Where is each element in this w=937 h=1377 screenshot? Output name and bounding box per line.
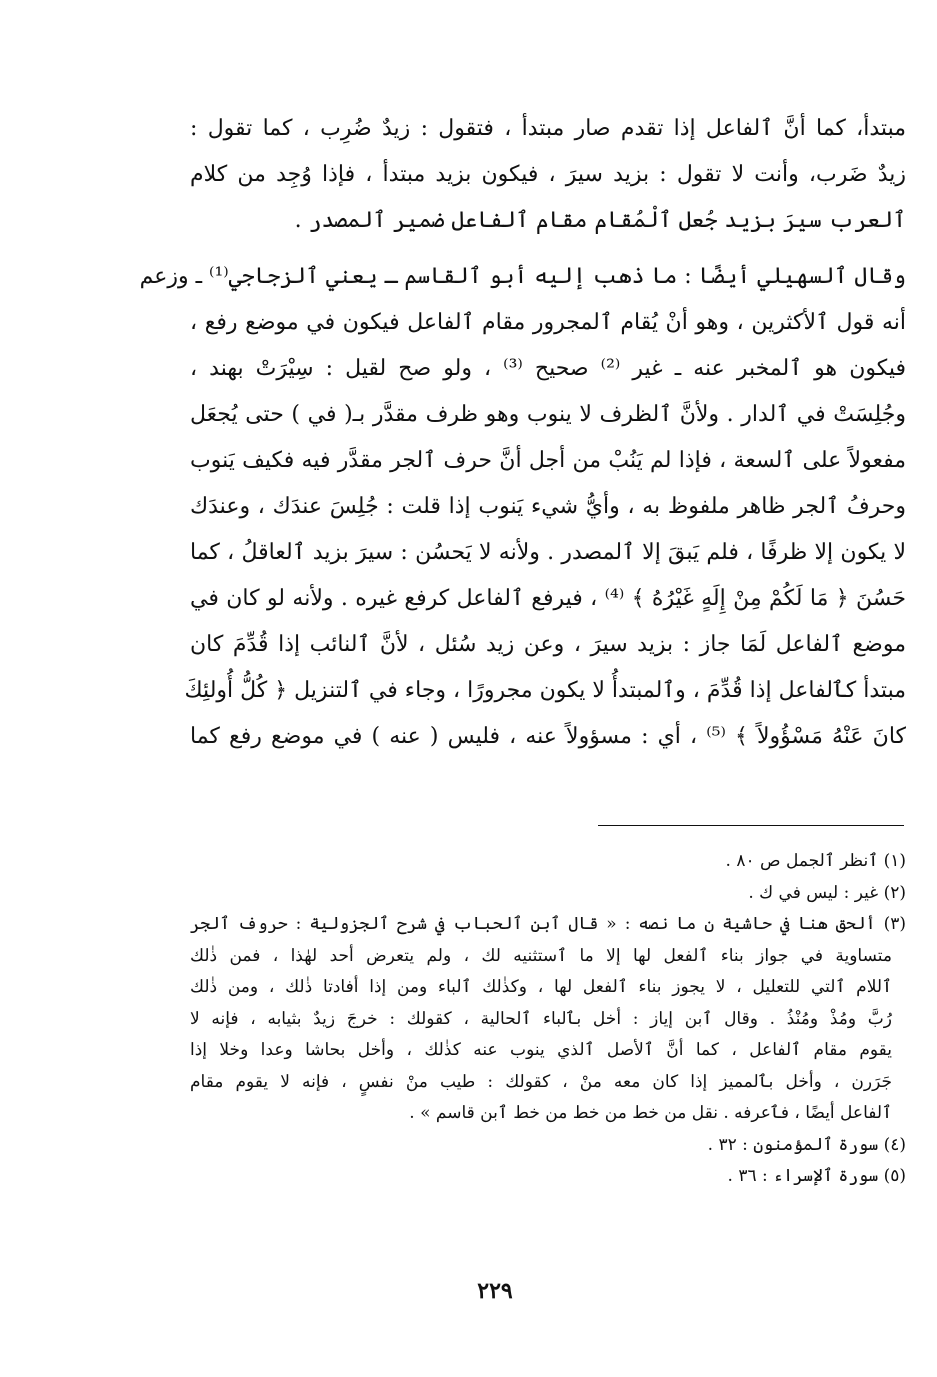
- page-number: ٢٢٩: [477, 1278, 513, 1304]
- footnote-line: (٢) غير : ليس في ك .: [748, 882, 906, 903]
- footnote-line: (١) ٱنظر ٱلجمل ص ٨٠ .: [725, 851, 906, 871]
- text-line: فيكون هو ٱلمخبر عنه ـ غير ⁽²⁾ صحيح ⁽³⁾ ، ولو صح لقيل : سِيْرَتْ بهند ،: [190, 356, 907, 381]
- text-line: لا يكون إلا ظرفًا ، فلم يَبقَ إلا ٱلمصدر . ولأنه لا يَحسُن : سيرَ بزيد ٱلعاقلُ ، كما: [190, 540, 906, 565]
- footnote-line: (٤) سورة ٱلمؤمنون : ٣٢ .: [707, 1134, 906, 1155]
- text-line: موضع ٱلفاعل لَمَا جاز : بزيد سيرَ ، وعن زيد سُئل ، لأنَّ ٱلنائب إذا قُدِّمَ كان: [190, 632, 906, 657]
- footnote-line: رُبَّ ومُذْ ومُنْذُ . وقال ٱبن إياز : أخل بٱلباء ٱلحالية ، كقولك : خرجَ زيدٌ بثيابه ، فإنه لا: [190, 1008, 892, 1029]
- footnote-line: متساوية في جواز بناء ٱلفعل لها إلا ما ٱستثنيه لك ، ولم يتعرض أحد لهٰذا ، فمن ذٰلك: [190, 945, 893, 966]
- text-line: مبتدأ، كما أنَّ ٱلفاعل إذا تقدم صار مبتدأ ، فتقول : زيدٌ ضُرِب ، كما تقول :: [190, 116, 906, 141]
- text-line: حَسُنَ ﴿ مَا لَكُمْ مِنْ إِلَهٍ غَيْرُهُ ﴾ ⁽⁴⁾ ، فيرفع ٱلفاعل كرفع غيره . ولأنه لو كان في: [190, 586, 906, 611]
- main-text: [139, 106, 907, 760]
- text-line: أنه قول ٱلأكثرين ، وهو أنْ يُقام ٱلمجرور مقام ٱلفاعل فيكون في موضع رفع ،: [190, 310, 906, 335]
- footnote-line: (٣) ألحق هنا في حاشية ن ما نصه : « قال ٱبن ٱلحباب في شرح ٱلجزولية : حروف ٱلجر: [190, 914, 906, 934]
- text-line: مبتدأ كٱلفاعل إذا قُدِّمَ ، وٱلمبتدأُ لا يكون مجرورًا ، وجاء في ٱلتنزيل ﴿ كُلُّ أُولئِكَ: [184, 678, 906, 703]
- text-line: وقال ٱلسهيلي أيضًا : ما ذهب إليه أبو ٱلقاسم ـ يعني ٱلزجاجي⁽¹⁾ ـ وزعم: [139, 264, 906, 289]
- footnote-separator: [598, 825, 904, 826]
- footnote-line: يقوم مقام ٱلفاعل ، كما أنَّ ٱلأصل ٱلذي ينوب عنه كذٰلك ، وأخل بحاشا وعدا وخلا إذا: [190, 1040, 892, 1060]
- text-line: مفعولاً على ٱلسعة ، فإذا لم يَنُبْ من أجل أنَّ حرف ٱلجر مقدَّر فيه فكيف يَنوب: [190, 448, 906, 473]
- footnote-line: ٱلفاعل أيضًا ، فٱعرفه . نقل من خط من خط من خط ٱبن قاسم » .: [409, 1103, 892, 1123]
- text-line: وجُلِسَتْ في ٱلدار . ولأنَّ ٱلظرف لا ينوب وهو ظرف مقدَّر بـ( في ) حتى يُجعَل: [190, 402, 906, 427]
- footnote-line: جَرَرن ، وأخل بٱلمميز إذا كان معه منْ ، كقولك : طيب منْ نفسٍ ، فإنه لا يقوم مقام: [190, 1071, 892, 1092]
- footnote-line: ٱللام ٱلتي للتعليل ، لا يجوز بناء ٱلفعل لها ، وكذٰلك ٱلباء ومن إذا أفادتا ذٰلك ، ومن ذٰلك: [190, 977, 892, 997]
- footnotes: [190, 846, 906, 1193]
- text-line: كانَ عَنْهُ مَسْؤُولاً ﴾ ⁽⁵⁾ ، أي : مسؤولاً عنه ، فليس ( عنه ) في موضع رفع كما: [190, 724, 906, 749]
- text-line: زيدٌ ضَرب، وأنت لا تقول : بزيد سيرَ ، فيكون بزيد مبتدأ ، فإذا وُجِد من كلام: [190, 162, 906, 187]
- text-line: ٱلعرب سيرَ بزيد جُعل ٱلْمُقام مقام ٱلفاعل ضمير ٱلمصدر .: [294, 208, 906, 233]
- text-line: وحرفُ ٱلجر ظاهر ملفوظ به ، وأيُّ شيء يَنوب إذا قلت : جُلِسَ عندَك ، وعندَك: [190, 494, 906, 519]
- footnote-line: (٥) سورة ٱلإسراء : ٣٦ .: [727, 1166, 906, 1186]
